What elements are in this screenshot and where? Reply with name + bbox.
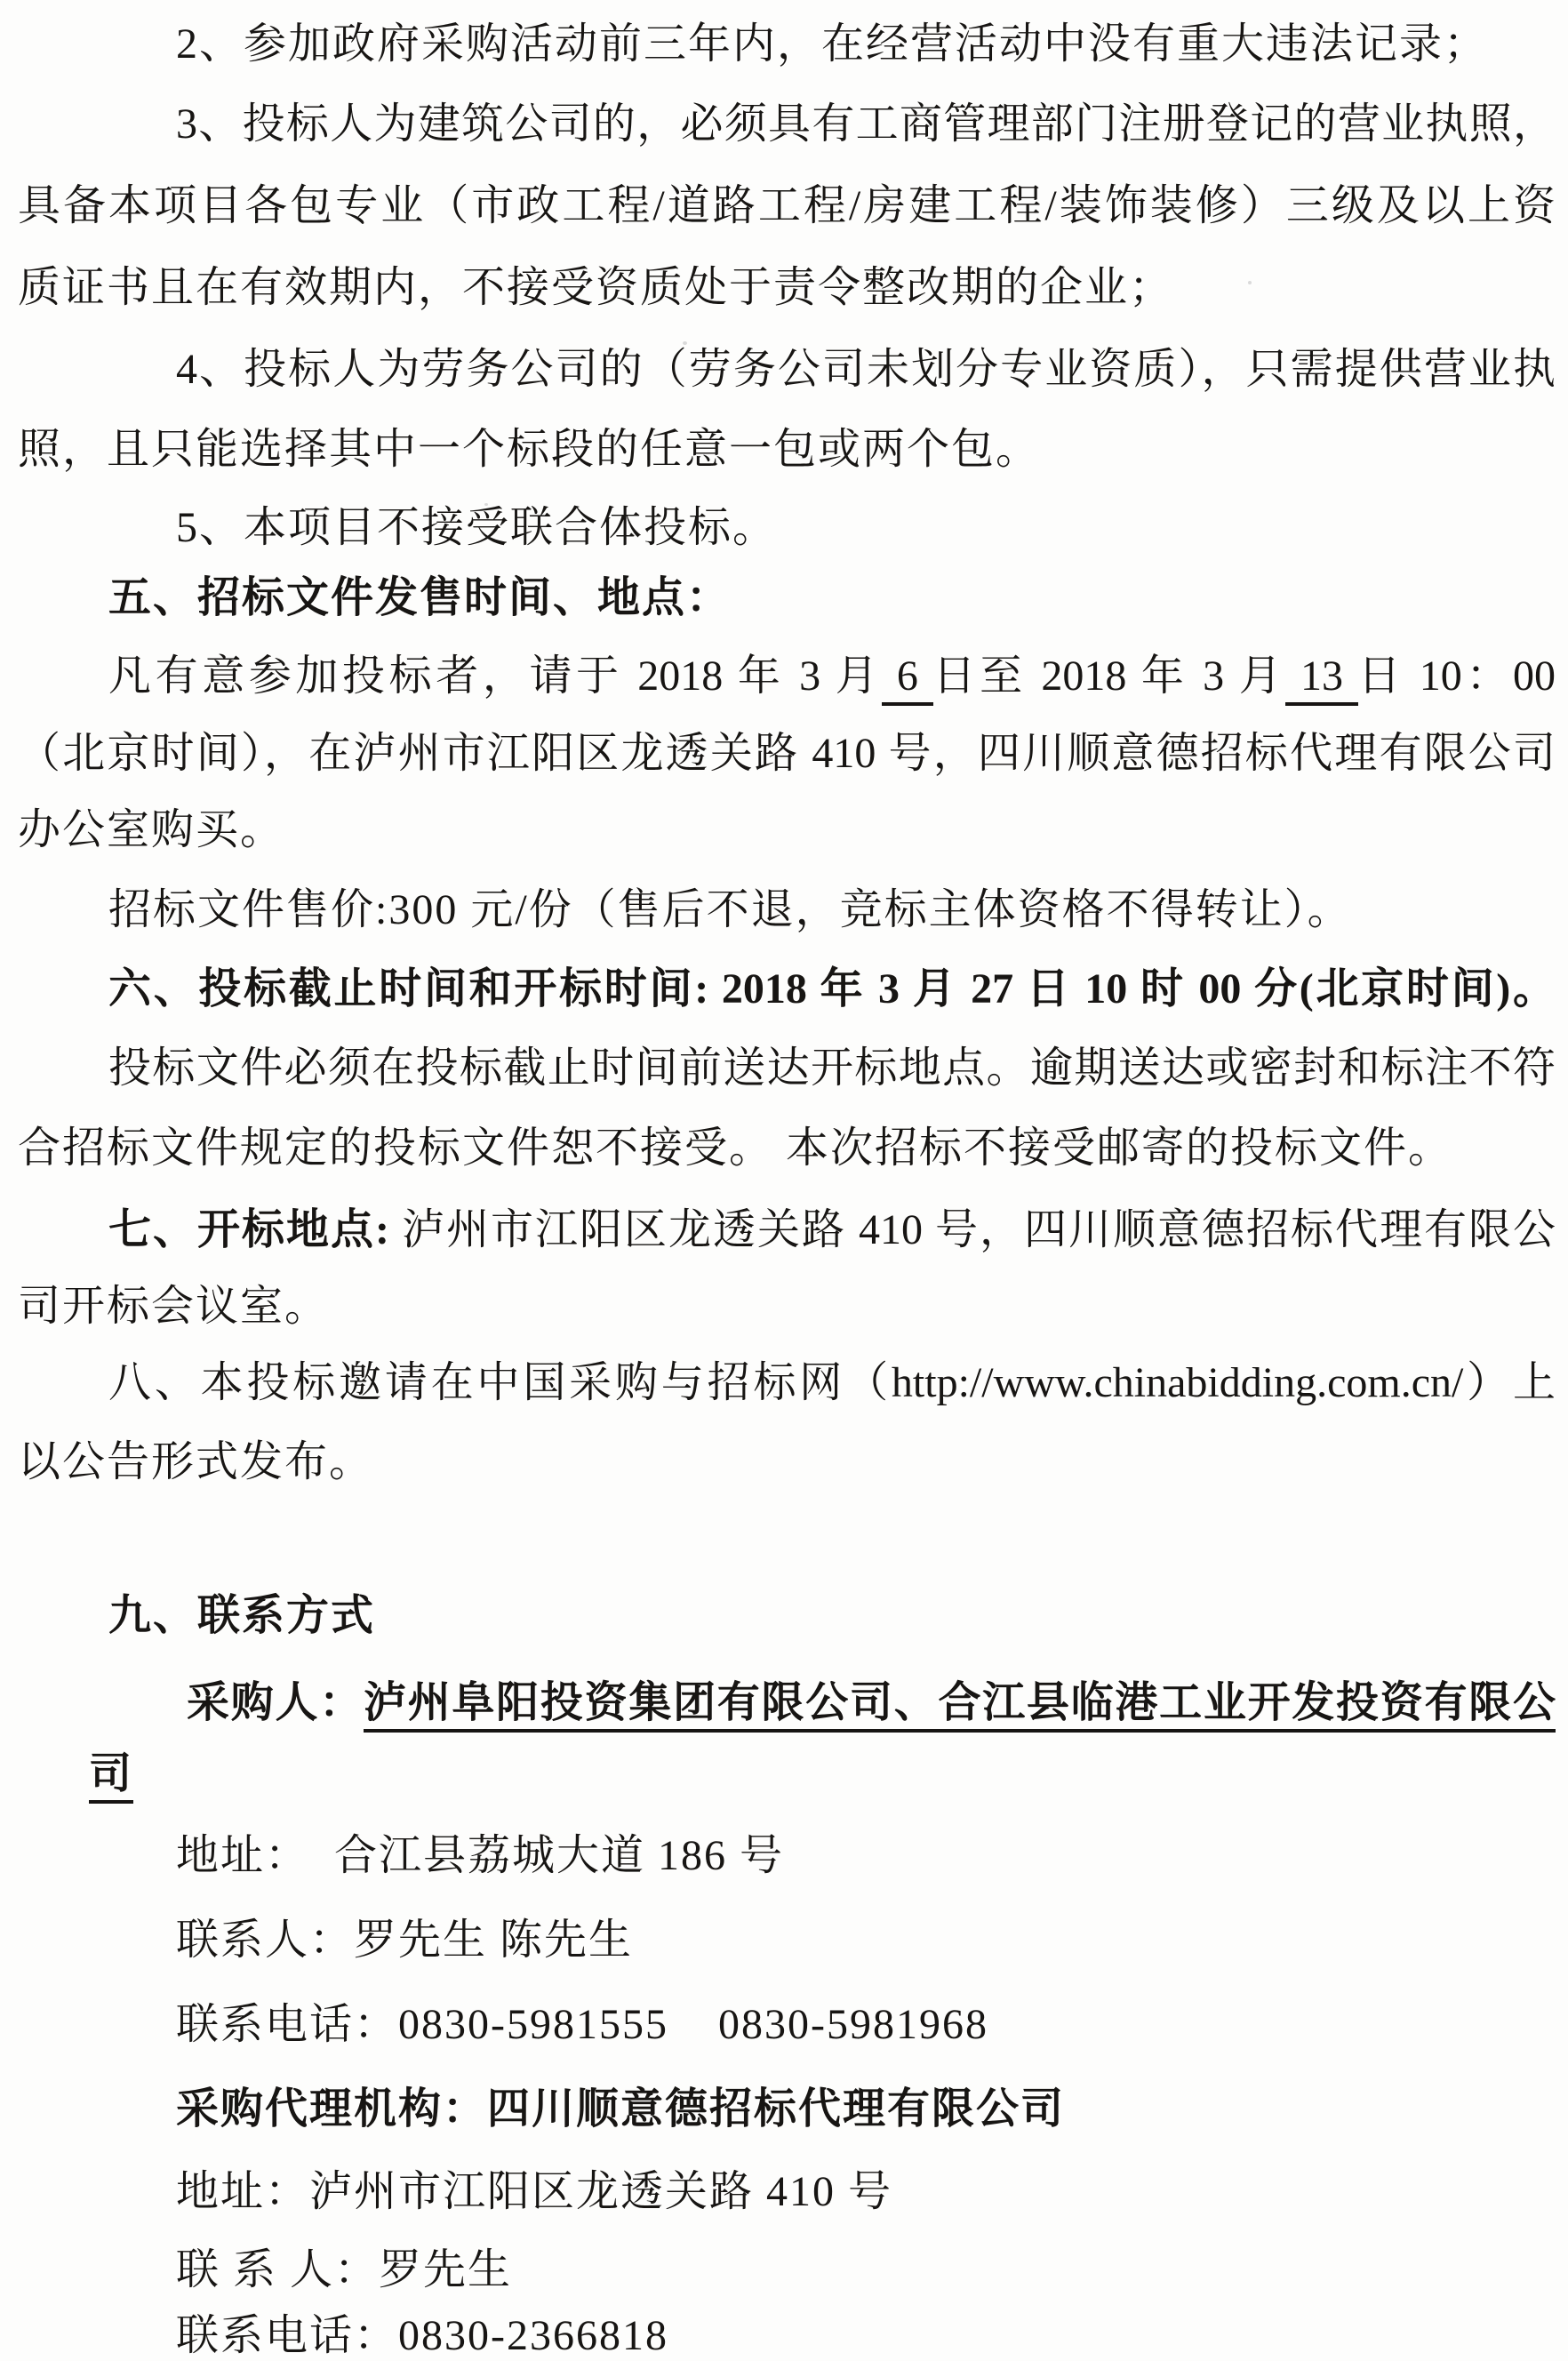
text-segment: 联系电话：0830-5981555 0830-5981968: [176, 2001, 988, 2048]
text-segment: 五、招标文件发售时间、地点：: [108, 574, 732, 621]
text-segment: 联系电话：0830-2366818: [176, 2312, 668, 2359]
purchaser-line-2: [89, 1749, 133, 1800]
purchaser-line-1: [187, 1678, 1556, 1729]
section-8-line-2: [18, 1437, 373, 1488]
text-segment: 八、本投标邀请在中国采购与招标网（http://www.chinabidding.com.cn/）上: [108, 1359, 1556, 1406]
text-segment: （北京时间），在泸州市江阳区龙透关路 410 号，四川顺意德招标代理有限公司: [18, 730, 1556, 777]
text-segment: 地址：泸州市江阳区龙透关路 410 号: [176, 2168, 893, 2215]
section-5-heading: [108, 573, 731, 624]
text-segment: 质证书且在有效期内，不接受资质处于责令整改期的企业；: [18, 264, 1174, 311]
clause-4-line-2: [18, 425, 1040, 476]
purchaser-contact: [176, 1916, 633, 1966]
underlined-text: 司: [89, 1750, 133, 1804]
underlined-text: 13: [1285, 652, 1357, 706]
agency-name: [176, 2085, 1065, 2135]
agency-contact: [176, 2245, 512, 2296]
text-segment: 七、开标地点:: [108, 1206, 402, 1253]
sale-period-line-3: [18, 805, 284, 856]
text-segment: 5、本项目不接受联合体投标。: [176, 504, 778, 551]
text-segment: 联系人：罗先生 陈先生: [176, 1917, 634, 1964]
text-segment: 凡有意参加投标者，请于 2018 年 3 月: [108, 652, 883, 700]
text-segment: 九、联系方式: [108, 1592, 376, 1639]
text-segment: 招标文件售价:300 元/份（售后不退，竞标主体资格不得转让）。: [108, 886, 1352, 933]
document-price: [108, 885, 1352, 936]
text-segment: 2、参加政府采购活动前三年内，在经营活动中没有重大违法记录；: [176, 20, 1489, 68]
agency-phone: [176, 2311, 668, 2361]
clause-3-line-1: [176, 100, 1556, 150]
section-7-line-1: [108, 1205, 1556, 1256]
clause-3-line-2: [18, 181, 1556, 232]
purchaser-phone: [176, 2000, 988, 2051]
text-segment: 司开标会议室。: [18, 1283, 330, 1330]
text-segment: 具备本项目各包专业（市政工程/道路工程/房建工程/装饰装修）三级及以上资: [18, 182, 1556, 229]
text-segment: 日至 2018 年 3 月: [932, 652, 1286, 700]
clause-2: [176, 20, 1488, 70]
clause-4-line-1: [176, 345, 1556, 396]
deadline-note-line-1: [108, 1044, 1556, 1094]
clause-3-line-3: [18, 263, 1173, 314]
text-segment: 照，且只能选择其中一个标段的任意一包或两个包。: [18, 426, 1041, 473]
section-7-line-2: [18, 1282, 329, 1333]
text-segment: 以公告形式发布。: [18, 1438, 374, 1485]
text-segment: 六、投标截止时间和开标时间: 2018 年 3 月 27 日 10 时 00 分(北京时间)。: [108, 965, 1556, 1012]
section-9-heading: [108, 1591, 375, 1642]
text-segment: 投标文件必须在投标截止时间前送达开标地点。逾期送达或密封和标注不符: [108, 1044, 1556, 1092]
text-segment: 联 系 人：罗先生: [176, 2246, 513, 2293]
sale-period-line-1: [108, 652, 1556, 702]
section-8-line-1: [108, 1358, 1556, 1409]
text-segment: 3、投标人为建筑公司的，必须具有工商管理部门注册登记的营业执照，: [176, 100, 1556, 148]
clause-5: [176, 503, 777, 554]
sale-period-line-2: [18, 729, 1556, 780]
agency-address: [176, 2167, 892, 2218]
text-segment: 合招标文件规定的投标文件恕不接受。 本次招标不接受邮寄的投标文件。: [18, 1124, 1453, 1172]
text-segment: 地址： 合江县荔城大道 186 号: [176, 1832, 785, 1879]
text-segment: 4、投标人为劳务公司的（劳务公司未划分专业资质），只需提供营业执: [176, 346, 1556, 393]
section-6-heading: [108, 964, 1556, 1015]
text-segment: 泸州市江阳区龙透关路 410 号，四川顺意德招标代理有限公: [401, 1206, 1556, 1253]
text-segment: 采购代理机构：四川顺意德招标代理有限公司: [176, 2085, 1066, 2133]
scan-speckle: [1248, 281, 1252, 284]
text-segment: 日 10：00: [1357, 652, 1556, 700]
underlined-text: 6: [882, 652, 932, 706]
text-segment: 办公室购买。: [18, 806, 285, 853]
text-segment: 采购人：: [187, 1679, 364, 1726]
deadline-note-line-2: [18, 1124, 1452, 1174]
purchaser-address: [176, 1831, 784, 1882]
underlined-text: 泸州阜阳投资集团有限公司、合江县临港工业开发投资有限公: [364, 1679, 1556, 1733]
